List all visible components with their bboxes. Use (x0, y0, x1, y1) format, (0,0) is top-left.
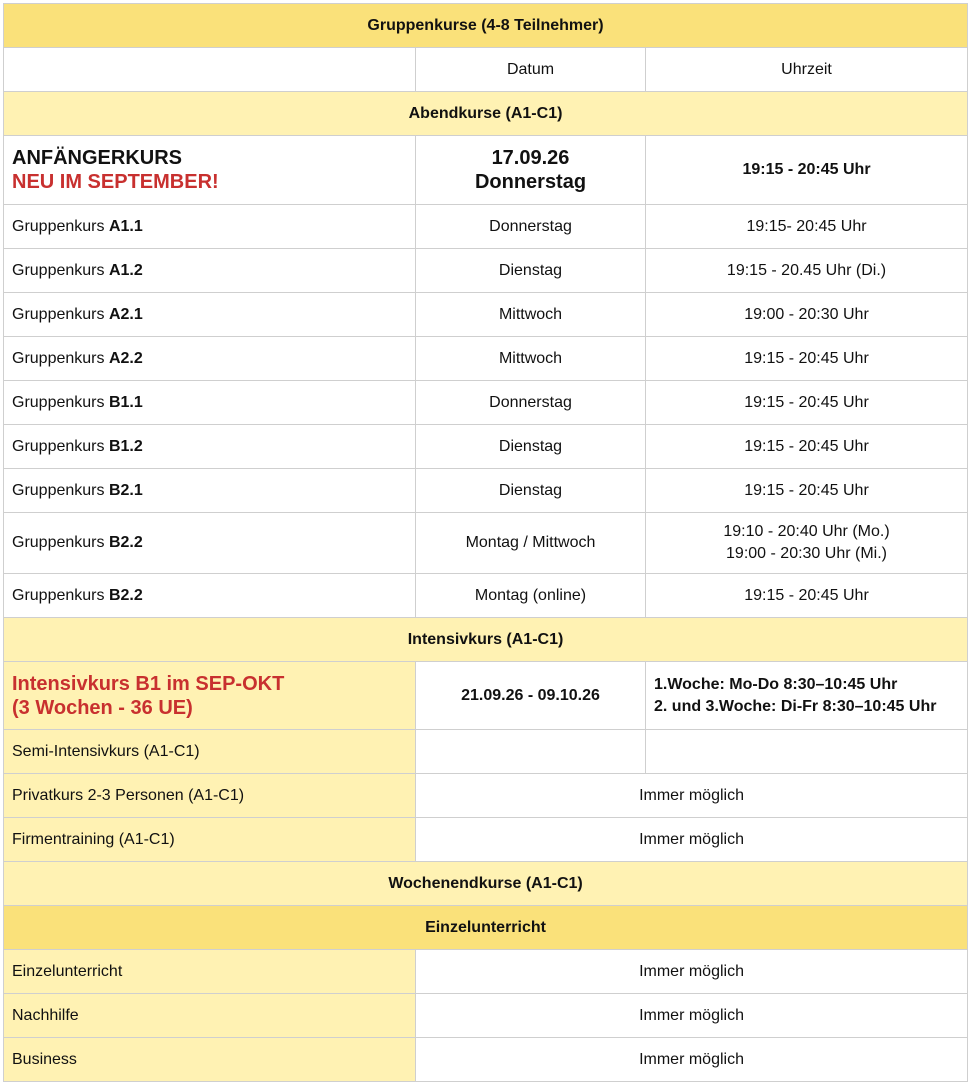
column-header-empty (4, 48, 416, 92)
course-name: Gruppenkurs B2.1 (4, 469, 416, 513)
course-start-date: 17.09.26 (491, 147, 570, 169)
course-time-wednesday: 19:00 - 20:30 Uhr (Mi.) (726, 545, 887, 562)
course-name: Gruppenkurs B1.1 (4, 381, 416, 425)
course-day: Dienstag (416, 249, 646, 293)
course-time: 19:15 - 20.45 Uhr (Di.) (646, 249, 968, 293)
section-title: Einzelunterricht (4, 906, 968, 950)
availability: Immer möglich (416, 1038, 968, 1082)
course-highlight-title: Intensivkurs B1 im SEP-OKT (12, 672, 285, 695)
course-day: Mittwoch (416, 337, 646, 381)
course-day-empty (416, 730, 646, 774)
section-title: Intensivkurs (A1-C1) (4, 618, 968, 662)
course-name-cell (4, 662, 416, 730)
table-row (4, 774, 968, 818)
course-name: Gruppenkurs A1.1 (4, 205, 416, 249)
course-day: Montag / Mittwoch (416, 513, 646, 574)
section-header-intensivkurs (4, 618, 968, 662)
table-row (4, 730, 968, 774)
course-time: 19:15 - 20:45 Uhr (646, 337, 968, 381)
course-name: Gruppenkurs B2.2 (4, 513, 416, 574)
table-row (4, 950, 968, 994)
table-row (4, 249, 968, 293)
table-row (4, 469, 968, 513)
week23-schedule: 2. und 3.Woche: Di-Fr 8:30–10:45 Uhr (654, 697, 937, 715)
course-day: Dienstag (416, 425, 646, 469)
course-time: 19:15 - 20:45 Uhr (646, 381, 968, 425)
availability: Immer möglich (416, 774, 968, 818)
course-name: Gruppenkurs A2.1 (4, 293, 416, 337)
section-header-wochenendkurse (4, 862, 968, 906)
course-time: 19:15 - 20:45 Uhr (646, 469, 968, 513)
course-name: Gruppenkurs B2.2 (4, 574, 416, 618)
course-name: Gruppenkurs A2.2 (4, 337, 416, 381)
course-time: 19:15- 20:45 Uhr (646, 205, 968, 249)
table-title: Gruppenkurse (4-8 Teilnehmer) (4, 4, 968, 48)
course-time: 19:00 - 20:30 Uhr (646, 293, 968, 337)
course-day: Donnerstag (416, 205, 646, 249)
course-name: Semi-Intensivkurs (A1-C1) (4, 730, 416, 774)
table-row (4, 1038, 968, 1082)
table-title-row (4, 4, 968, 48)
course-name: Gruppenkurs B1.2 (4, 425, 416, 469)
course-weekday: Donnerstag (474, 171, 587, 193)
course-time: 19:15 - 20:45 Uhr (646, 425, 968, 469)
column-header-row (4, 48, 968, 92)
course-name: Business (4, 1038, 416, 1082)
course-date-cell (416, 136, 646, 205)
course-time-empty (646, 730, 968, 774)
availability: Immer möglich (416, 994, 968, 1038)
course-highlight-subtitle: NEU IM SEPTEMBER! (12, 171, 219, 193)
highlight-row-anfaengerkurs (4, 136, 968, 205)
course-name-cell (4, 136, 416, 205)
availability: Immer möglich (416, 950, 968, 994)
course-name: Gruppenkurs A1.2 (4, 249, 416, 293)
availability: Immer möglich (416, 818, 968, 862)
table-row (4, 818, 968, 862)
course-highlight-title: ANFÄNGERKURS (12, 147, 182, 169)
course-time-monday: 19:10 - 20:40 Uhr (Mo.) (723, 523, 890, 540)
table-row (4, 381, 968, 425)
table-row (4, 994, 968, 1038)
course-date-range: 21.09.26 - 09.10.26 (416, 662, 646, 730)
course-time: 19:15 - 20:45 Uhr (646, 574, 968, 618)
section-header-abendkurse (4, 92, 968, 136)
course-schedule-table (3, 3, 968, 1082)
section-title: Abendkurse (A1-C1) (4, 92, 968, 136)
course-time (646, 513, 968, 574)
course-name: Einzelunterricht (4, 950, 416, 994)
course-day: Dienstag (416, 469, 646, 513)
course-name: Privatkurs 2-3 Personen (A1-C1) (4, 774, 416, 818)
course-highlight-subtitle: (3 Wochen - 36 UE) (12, 696, 193, 719)
table-row (4, 293, 968, 337)
course-name: Nachhilfe (4, 994, 416, 1038)
course-day: Donnerstag (416, 381, 646, 425)
section-title: Wochenendkurse (A1-C1) (4, 862, 968, 906)
course-day: Montag (online) (416, 574, 646, 618)
highlight-row-intensivkurs (4, 662, 968, 730)
column-header-uhrzeit: Uhrzeit (646, 48, 968, 92)
course-time-cell: 19:15 - 20:45 Uhr (646, 136, 968, 205)
course-name: Firmentraining (A1-C1) (4, 818, 416, 862)
table-row (4, 425, 968, 469)
table-row (4, 574, 968, 618)
course-day: Mittwoch (416, 293, 646, 337)
week1-schedule: 1.Woche: Mo-Do 8:30–10:45 Uhr (654, 675, 898, 693)
section-header-einzelunterricht (4, 906, 968, 950)
column-header-datum: Datum (416, 48, 646, 92)
table-row (4, 513, 968, 574)
table-row (4, 205, 968, 249)
course-time-cell (646, 662, 968, 730)
table-row (4, 337, 968, 381)
